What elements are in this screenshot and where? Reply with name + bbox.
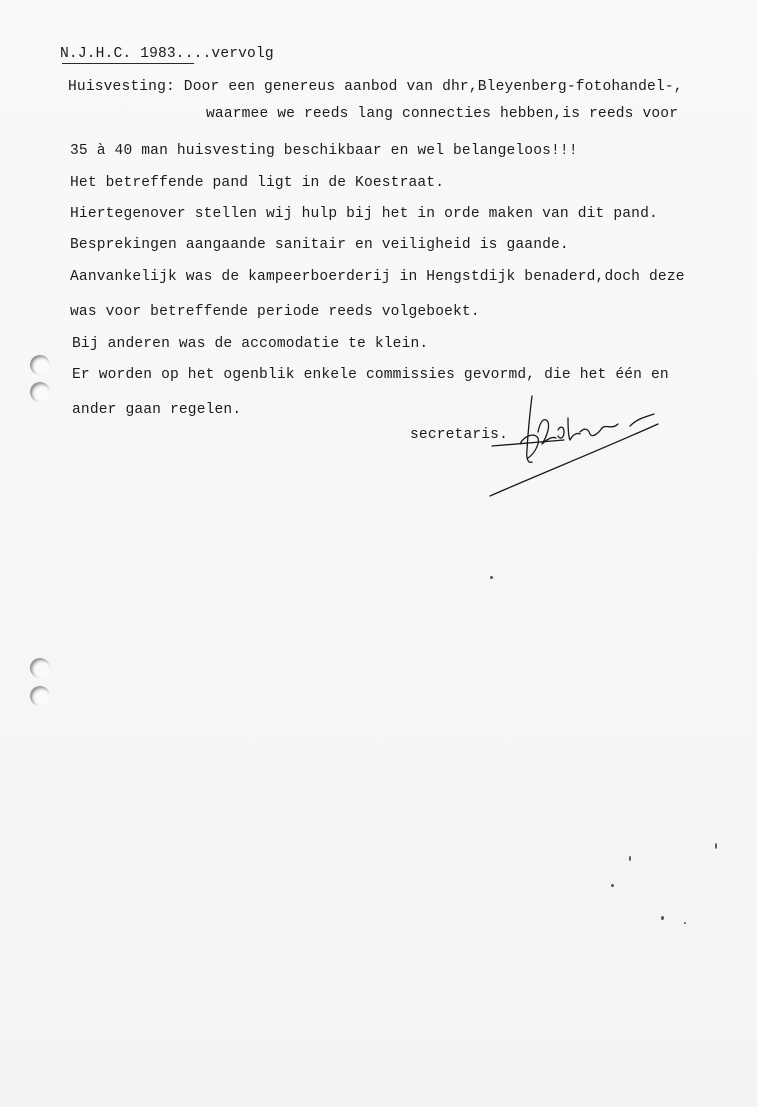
punch-hole <box>30 382 50 402</box>
paper-speck <box>661 916 664 920</box>
body-line: Er worden op het ogenblik enkele commissies gevormd, die het één en <box>72 367 669 383</box>
body-line: was voor betreffende periode reeds volgeboekt. <box>70 304 480 320</box>
body-line: Bij anderen was de accomodatie te klein. <box>72 336 429 352</box>
signature-label: secretaris. <box>410 427 508 443</box>
body-line: 35 à 40 man huisvesting beschikbaar en wel belangeloos!!! <box>70 143 578 159</box>
punch-hole <box>30 355 50 375</box>
punch-hole <box>30 686 50 706</box>
body-line: Besprekingen aangaande sanitair en veiligheid is gaande. <box>70 237 569 253</box>
punch-hole <box>30 658 50 678</box>
body-line: waarmee we reeds lang connecties hebben,is reeds voor <box>206 106 679 122</box>
body-line: Hiertegenover stellen wij hulp bij het in orde maken van dit pand. <box>70 206 658 222</box>
signature-block <box>410 392 670 502</box>
heading-underline <box>62 63 194 64</box>
body-line: Huisvesting: Door een genereus aanbod van dhr,Bleyenberg-fotohandel-, <box>68 79 683 95</box>
document-heading: N.J.H.C. 1983....vervolg <box>60 46 274 62</box>
body-line: Aanvankelijk was de kampeerboerderij in Hengstdijk benaderd,doch deze <box>70 269 685 285</box>
paper-speck <box>684 922 686 924</box>
paper-speck <box>629 856 631 861</box>
paper-speck <box>715 843 717 849</box>
paper-speck <box>611 884 614 887</box>
body-line: ander gaan regelen. <box>72 402 242 418</box>
body-line: Het betreffende pand ligt in de Koestraat. <box>70 175 445 191</box>
paper-speck <box>490 576 493 579</box>
handwritten-signature <box>480 392 670 502</box>
